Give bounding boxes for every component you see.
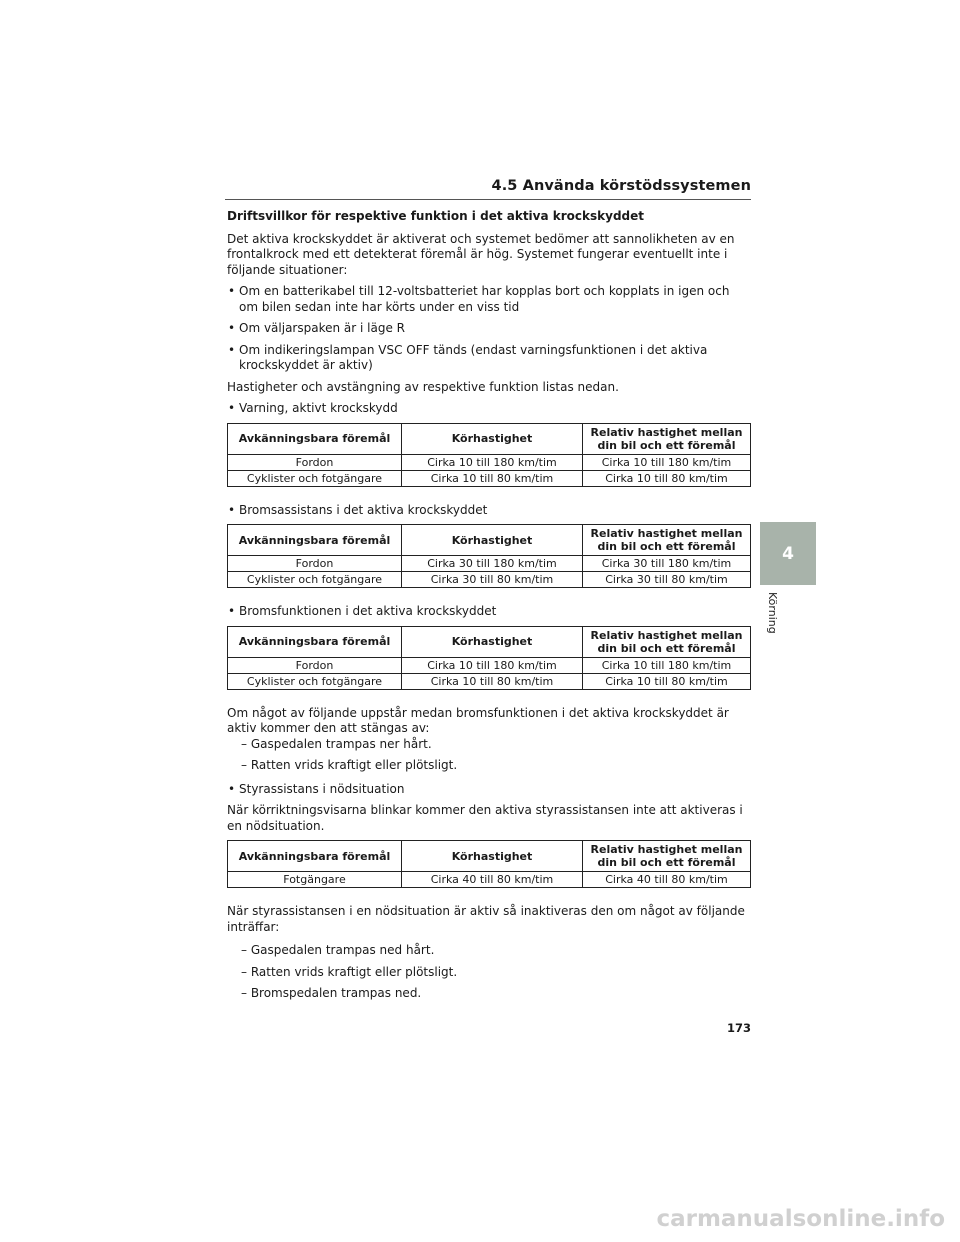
table-header-row <box>228 841 751 872</box>
table-cell: Cirka 30 till 80 km/tim <box>583 572 751 588</box>
dash-item: – Bromspedalen trampas ned. <box>241 986 422 1000</box>
table-title: • Bromsassistans i det aktiva krockskyddet <box>227 503 751 519</box>
page-number: 173 <box>726 1021 751 1035</box>
table-cell: Cirka 40 till 80 km/tim <box>583 872 751 888</box>
table-cell: Cyklister och fotgängare <box>228 673 402 689</box>
table-row <box>228 872 751 888</box>
table-header-row <box>228 626 751 657</box>
chapter-number: 4 <box>782 543 794 564</box>
table-cell: Cirka 10 till 80 km/tim <box>402 470 583 486</box>
chapter-tab <box>760 522 816 585</box>
table-cell: Fordon <box>228 454 402 470</box>
dash-item: – Ratten vrids kraftigt eller plötsligt. <box>241 758 458 772</box>
speeds-intro: Hastigheter och avstängning av respektive funktion listas nedan. <box>227 379 619 394</box>
table-cell: Cyklister och fotgängare <box>228 572 402 588</box>
table-cell: Cirka 10 till 80 km/tim <box>402 673 583 689</box>
table-row <box>228 454 751 470</box>
speed-table-steering <box>227 840 751 888</box>
table-cell: Cirka 10 till 180 km/tim <box>583 454 751 470</box>
dash-item: – Gaspedalen trampas ner hårt. <box>241 736 432 751</box>
table-cell: Cirka 10 till 180 km/tim <box>583 657 751 673</box>
table-header-row <box>228 423 751 454</box>
header-cell: Avkänningsbara föremål <box>228 423 402 454</box>
table-cell: Fotgängare <box>228 872 402 888</box>
condition-item: • Om väljarspaken är i läge R <box>227 321 751 337</box>
chapter-label: Körning <box>766 592 779 634</box>
section-title: Driftsvillkor för respektive funktion i det aktiva krockskyddet <box>227 209 645 223</box>
table-cell: Cirka 30 till 80 km/tim <box>402 572 583 588</box>
dash-item: – Gaspedalen trampas ned hårt. <box>241 943 435 957</box>
header-cell: Relativ hastighet mellan din bil och ett föremål <box>583 841 751 872</box>
table-row <box>228 556 751 572</box>
header-cell: Relativ hastighet mellan din bil och ett föremål <box>583 423 751 454</box>
table-cell: Cirka 30 till 180 km/tim <box>583 556 751 572</box>
header-cell: Relativ hastighet mellan din bil och ett föremål <box>583 525 751 556</box>
table-row <box>228 572 751 588</box>
table-cell: Fordon <box>228 556 402 572</box>
page-header-title: 4.5 Använda körstödssystemen <box>491 178 751 194</box>
speed-table-brake-function <box>227 626 751 690</box>
table-cell: Cirka 10 till 80 km/tim <box>583 470 751 486</box>
table-row <box>228 673 751 689</box>
header-cell: Körhastighet <box>402 423 583 454</box>
steer-note: När körriktningsvisarna blinkar kommer den aktiva styrassistansen inte att aktiveras i en nödsituation. <box>227 803 743 833</box>
condition-item: • Om en batterikabel till 12-voltsbatteriet har kopplas bort och kopplats in igen och om bilen sedan inte har körts under en viss tid <box>227 284 751 315</box>
table-title: • Varning, aktivt krockskydd <box>227 401 751 417</box>
watermark: carmanualsonline.info <box>656 1206 945 1232</box>
table-cell: Cirka 40 till 80 km/tim <box>402 872 583 888</box>
dash-item: – Ratten vrids kraftigt eller plötsligt. <box>241 964 458 979</box>
table-header-row <box>228 525 751 556</box>
table-row <box>228 470 751 486</box>
brake-cancel-text: Om något av följande uppstår medan bromsfunktionen i det aktiva krockskyddet är aktiv kommer den att stängas av: <box>227 705 729 735</box>
header-cell: Avkänningsbara föremål <box>228 525 402 556</box>
header-cell: Avkänningsbara föremål <box>228 626 402 657</box>
condition-item: • Om indikeringslampan VSC OFF tänds (endast varningsfunktionen i det aktiva krockskyddet är aktiv) <box>227 343 751 374</box>
header-cell: Avkänningsbara föremål <box>228 841 402 872</box>
table-cell: Cirka 10 till 180 km/tim <box>402 657 583 673</box>
table-cell: Cyklister och fotgängare <box>228 470 402 486</box>
speed-table-brake-assist <box>227 524 751 588</box>
main-content <box>227 209 751 1008</box>
table-cell: Cirka 10 till 80 km/tim <box>583 673 751 689</box>
table-title: • Styrassistans i nödsituation <box>227 782 751 798</box>
header-cell: Körhastighet <box>402 841 583 872</box>
table-cell: Cirka 10 till 180 km/tim <box>402 454 583 470</box>
speed-table-warning <box>227 423 751 487</box>
table-cell: Fordon <box>228 657 402 673</box>
header-divider <box>225 199 751 200</box>
header-cell: Körhastighet <box>402 626 583 657</box>
header-cell: Relativ hastighet mellan din bil och ett föremål <box>583 626 751 657</box>
header-cell: Körhastighet <box>402 525 583 556</box>
table-cell: Cirka 30 till 180 km/tim <box>402 556 583 572</box>
table-row <box>228 657 751 673</box>
table-title: • Bromsfunktionen i det aktiva krockskyddet <box>227 604 751 620</box>
intro-paragraph: Det aktiva krockskyddet är aktiverat och systemet bedömer att sannolikheten av en frontalkrock med ett detekterat föremål är hög. Systemet fungerar eventuellt inte i följande situationer: <box>227 231 735 277</box>
steer-cancel-text: När styrassistansen i en nödsituation är aktiv så inaktiveras den om något av följande inträffar: <box>227 904 745 934</box>
